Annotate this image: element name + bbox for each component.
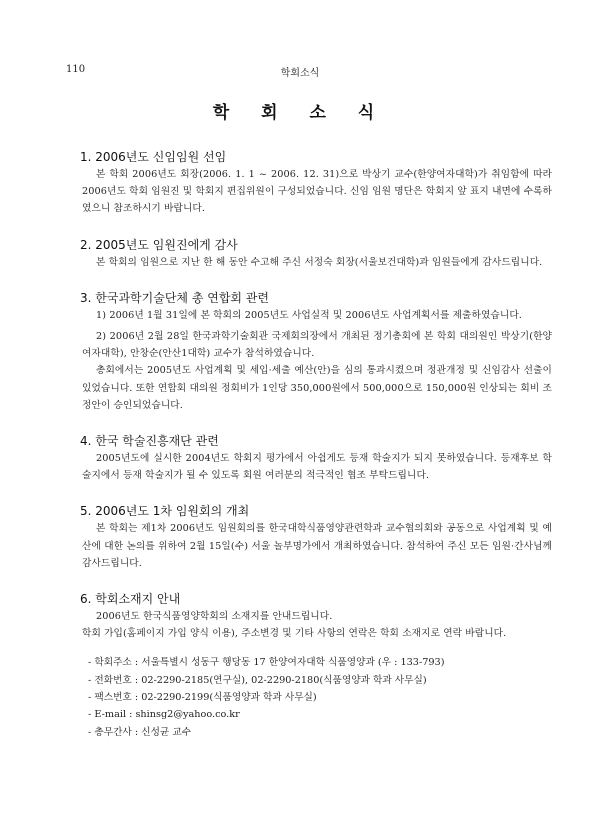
section-kofst bbox=[82, 291, 552, 414]
section-heading: 2. 2005년도 임원진에게 감사 bbox=[80, 237, 238, 252]
section-heading: 3. 한국과학기술단체 총 연합회 관련 bbox=[80, 290, 269, 305]
section-paragraph: 2) 2006년 2월 28일 한국과학기술회관 국제회의장에서 개최된 정기총회에 본 학회 대의원인 박상기(한양여자대학), 안창순(안산1대학) 교수가 참석하였습니다. bbox=[82, 331, 552, 360]
section-new-officers bbox=[82, 150, 552, 218]
news-content bbox=[82, 150, 552, 761]
section-paragraph: 본 학회 2006년도 회장(2006. 1. 1 ~ 2006. 12. 31)으로 박상기 교수(한양여자대학)가 취임함에 따라 2006년도 학회 임원진 및 학회지 편집위원이 구성되었습니다. 신임 임원 명단은 학회지 앞 표지 내면에 수록하였으니 참조하시기 바랍니다. bbox=[82, 169, 552, 215]
section-paragraph: 총회에서는 2005년도 사업계획 및 세입·세출 예산(안)을 심의 통과시켰으며 정관개정 및 신임감사 선출이 있었습니다. 또한 연합회 대의원 정회비가 1인당 350,000원에서 500,000으로 150,000원 인상되는 회비 조정안이 승인되었습니다. bbox=[82, 365, 552, 411]
section-paragraph: 본 학회의 임원으로 지난 한 해 동안 수고해 주신 서정숙 회장(서울보건대학)과 임원들에게 감사드립니다. bbox=[96, 256, 543, 268]
section-paragraph: 본 학회는 제1차 2006년도 임원회의를 한국대학식품영양관련학과 교수협의회와 공동으로 사업계획 및 예산에 대한 논의를 위하여 2월 15일(수) 서울 놀부명가에서 개최하였습니다. 참석하여 주신 모든 임원·간사님께 감사드립니다. bbox=[82, 523, 552, 569]
contact-fax: - 팩스번호 : 02-2290-2199(식품영양과 학과 사무실) bbox=[88, 692, 317, 704]
contact-secretary: - 총무간사 : 신성균 교수 bbox=[88, 726, 192, 738]
section-thanks-officers bbox=[82, 238, 552, 271]
section-paragraph: 학회 가입(홈페이지 가입 양식 이용), 주소변경 및 기타 사항의 연락은 학회 소재지로 연락 바랍니다. bbox=[82, 628, 507, 640]
contact-address: - 학회주소 : 서울특별시 성동구 행당동 17 한양여자대학 식품영양과 (우 : 133-793) bbox=[88, 657, 445, 669]
section-first-meeting bbox=[82, 504, 552, 572]
section-paragraph: 2006년도 한국식품영양학회의 소재지를 안내드립니다. bbox=[96, 611, 333, 623]
section-office-location bbox=[82, 592, 552, 741]
section-heading: 6. 학회소재지 안내 bbox=[80, 592, 181, 607]
section-paragraph: 1) 2006년 1월 31일에 본 학회의 2005년도 사업실적 및 2006년도 사업계획서를 제출하였습니다. bbox=[96, 309, 522, 321]
running-header: 학회소식 bbox=[280, 68, 320, 79]
contact-phone: - 전화번호 : 02-2290-2185(연구실), 02-2290-2180(식품영양과 학과 사무실) bbox=[88, 674, 427, 686]
section-heading: 1. 2006년도 신임임원 선임 bbox=[80, 150, 227, 164]
section-paragraph: 2005년도에 실시한 2004년도 학회지 평가에서 아쉽게도 등재 학술지가 되지 못하였습니다. 등재후보 학술지에서 등재 학술지가 될 수 있도록 회원 여러분의 적극적인 협조 부탁드립니다. bbox=[82, 453, 552, 482]
section-krf bbox=[82, 434, 552, 484]
page-title: 학 회 소 식 bbox=[212, 103, 388, 123]
page-number: 110 bbox=[66, 64, 86, 75]
contact-list bbox=[82, 654, 552, 740]
contact-email: - E-mail : shinsg2@yahoo.co.kr bbox=[88, 709, 240, 721]
section-heading: 4. 한국 학술진흥재단 관련 bbox=[80, 434, 219, 449]
section-heading: 5. 2006년도 1차 임원회의 개최 bbox=[80, 504, 250, 519]
